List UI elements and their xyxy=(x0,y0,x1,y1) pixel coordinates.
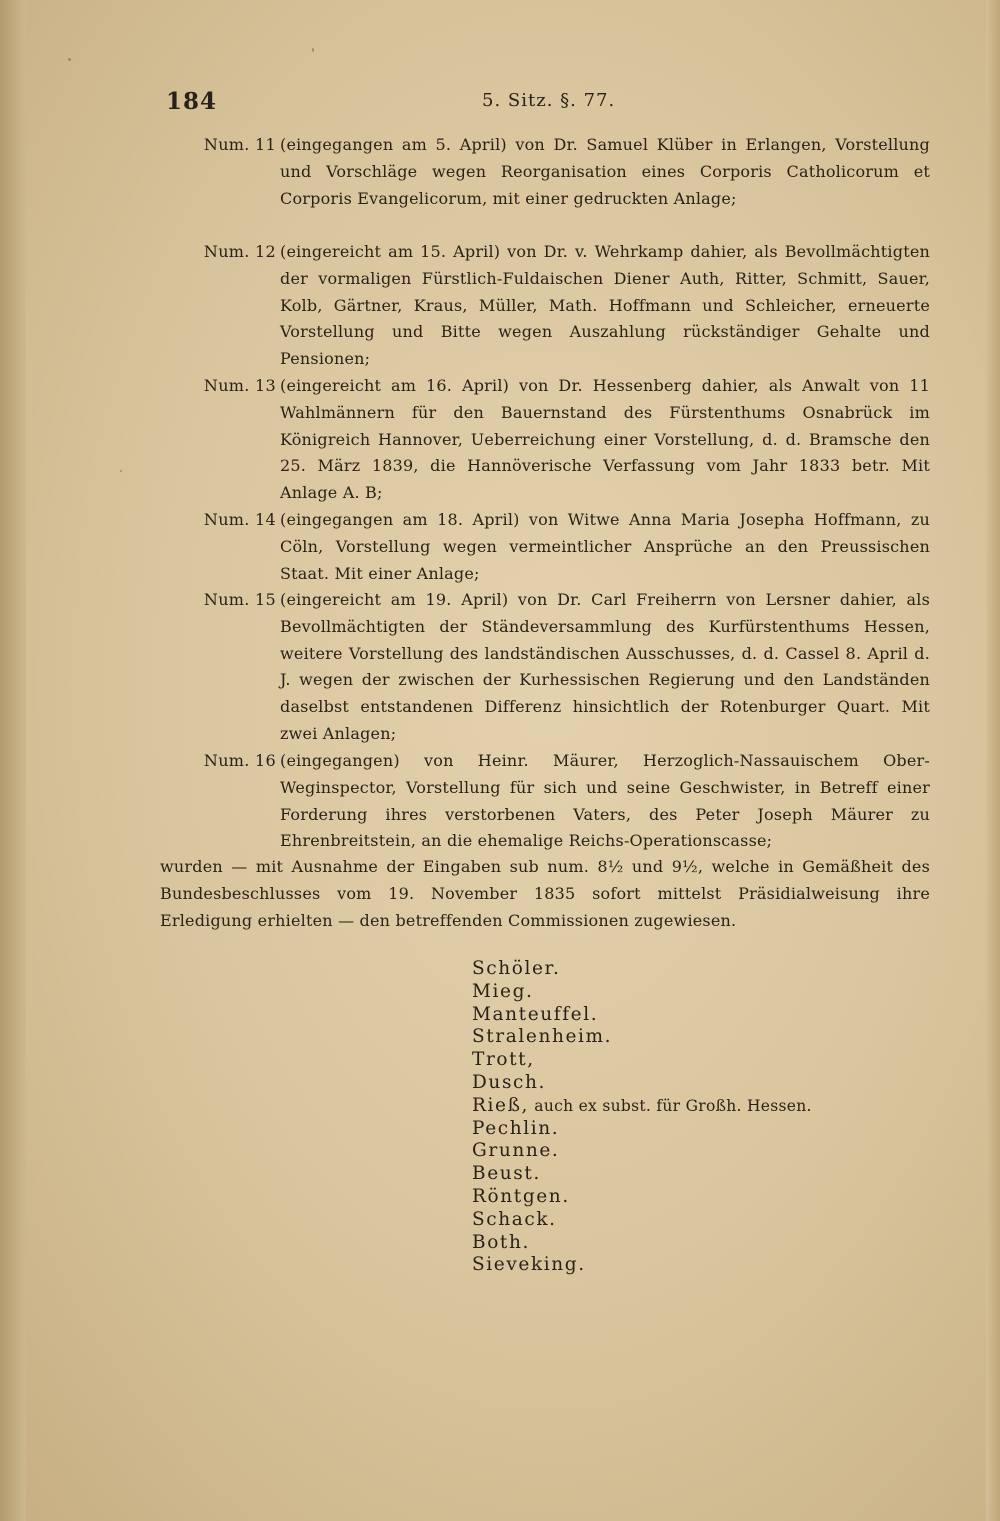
signatory-name: Schöler. xyxy=(472,958,561,979)
entry-text: (eingegangen am 18. April) von Witwe Anna Maria Josepha Hoffmann, zu Cöln, Vorstellung wegen vermeintlicher Ansprüche an den Preussischen Staat. Mit einer Anlage; xyxy=(280,510,930,583)
signatory-name: Manteuffel. xyxy=(472,1003,599,1025)
conclusion-paragraph: wurden — mit Ausnahme der Eingaben sub num. 8½ und 9½, welche in Gemäßheit des Bundesbeschlusses vom 19. November 1835 sofort mittelst Präsidialweisung ihre Erledigung erhielten — den betreffenden Commissionen zugewiesen. xyxy=(160,857,930,930)
signature-list xyxy=(472,958,892,1277)
entry-number: Num. 12 xyxy=(203,242,276,261)
petition-entry xyxy=(160,507,935,587)
signatory-name: Stralenheim. xyxy=(472,1026,613,1048)
signature xyxy=(472,1095,892,1118)
signatory-name: Trott, xyxy=(472,1049,535,1071)
signatory-name: Grunne. xyxy=(472,1140,560,1162)
signatory-note: auch ex subst. für Großh. Hessen. xyxy=(529,1096,812,1115)
paper-speck xyxy=(120,470,122,472)
entry-number: Num. 16 xyxy=(203,751,276,770)
signature xyxy=(472,1026,892,1049)
entry-text: (eingegangen) von Heinr. Mäurer, Herzoglich-Nassauischem Ober-Weginspector, Vorstellung für sich und seine Geschwister, in Betreff einer Forderung ihres verstorbenen Vaters, des Peter Joseph Mäurer zu Ehrenbreitstein, an die ehemalige Reichs-Operationscasse; xyxy=(280,751,930,851)
signatory-name: Röntgen. xyxy=(472,1185,570,1207)
signature xyxy=(472,1049,892,1072)
running-head: 5. Sitz. §. 77. xyxy=(482,90,616,111)
signatory-name: Beust. xyxy=(472,1163,541,1185)
signatory-name: Both. xyxy=(472,1231,530,1253)
book-spine-shadow xyxy=(0,0,26,1521)
page-number: 184 xyxy=(166,88,218,115)
signatory-name: Schack. xyxy=(472,1208,557,1230)
petition-entry xyxy=(160,132,935,239)
signature xyxy=(472,981,892,1004)
signature xyxy=(472,958,892,981)
petition-list xyxy=(160,132,935,855)
entry-number: Num. 13 xyxy=(203,376,276,395)
signature xyxy=(472,1254,892,1277)
signature xyxy=(472,1209,892,1232)
petition-entry xyxy=(160,239,935,373)
entry-text: (eingegangen am 5. April) von Dr. Samuel Klüber in Erlangen, Vorstellung und Vorschläge wegen Reorganisation eines Corporis Catholicorum et Corporis Evangelicorum, mit einer gedruckten Anlage; xyxy=(280,135,930,208)
entry-number: Num. 14 xyxy=(203,510,276,529)
page-header xyxy=(160,88,930,124)
signatory-name: Rieß, xyxy=(472,1094,530,1116)
entry-text: (eingereicht am 16. April) von Dr. Hessenberg dahier, als Anwalt von 11 Wahlmännern für den Bauernstand des Fürstenthums Osnabrück im Königreich Hannover, Ueberreichung einer Vorstellung, d. d. Bramsche den 25. März 1839, die Hannöverische Verfassung vom Jahr 1833 betr. Mit Anlage A. B; xyxy=(280,376,930,503)
paper-speck xyxy=(312,48,314,52)
entry-text: (eingereicht am 15. April) von Dr. v. Wehrkamp dahier, als Bevollmächtigten der vormaligen Fürstlich-Fuldaischen Diener Auth, Ritter, Schmitt, Sauer, Kolb, Gärtner, Kraus, Müller, Math. Hoffmann und Schleicher, erneuerte Vorstellung und Bitte wegen Auszahlung rückständiger Gehalte und Pensionen; xyxy=(280,242,930,369)
entry-number: Num. 11 xyxy=(203,135,276,154)
petition-entry xyxy=(160,373,935,507)
signature xyxy=(472,1004,892,1027)
signatory-name: Mieg. xyxy=(472,980,534,1002)
signature xyxy=(472,1118,892,1141)
signatory-name: Dusch. xyxy=(472,1071,546,1093)
signatory-name: Pechlin. xyxy=(472,1117,560,1139)
paper-speck xyxy=(68,58,71,61)
signature xyxy=(472,1186,892,1209)
petition-entry xyxy=(160,748,935,855)
signature xyxy=(472,1072,892,1095)
signatory-name: Sieveking. xyxy=(472,1254,586,1276)
signature xyxy=(472,1140,892,1163)
petition-entry xyxy=(160,587,935,748)
signature xyxy=(472,1232,892,1255)
entry-number: Num. 15 xyxy=(203,590,276,609)
entry-text: (eingereicht am 19. April) von Dr. Carl Freiherrn von Lersner dahier, als Bevollmächtigten der Ständeversammlung des Kurfürstenthums Hessen, weitere Vorstellung des landständischen Ausschusses, d. d. Cassel 8. April d. J. wegen der zwischen der Kurhessischen Regierung und den Landständen daselbst entstandenen Differenz hinsichtlich der Rotenburger Quart. Mit zwei Anlagen; xyxy=(280,590,930,743)
page-edge-shadow xyxy=(986,0,1000,1521)
signature xyxy=(472,1163,892,1186)
